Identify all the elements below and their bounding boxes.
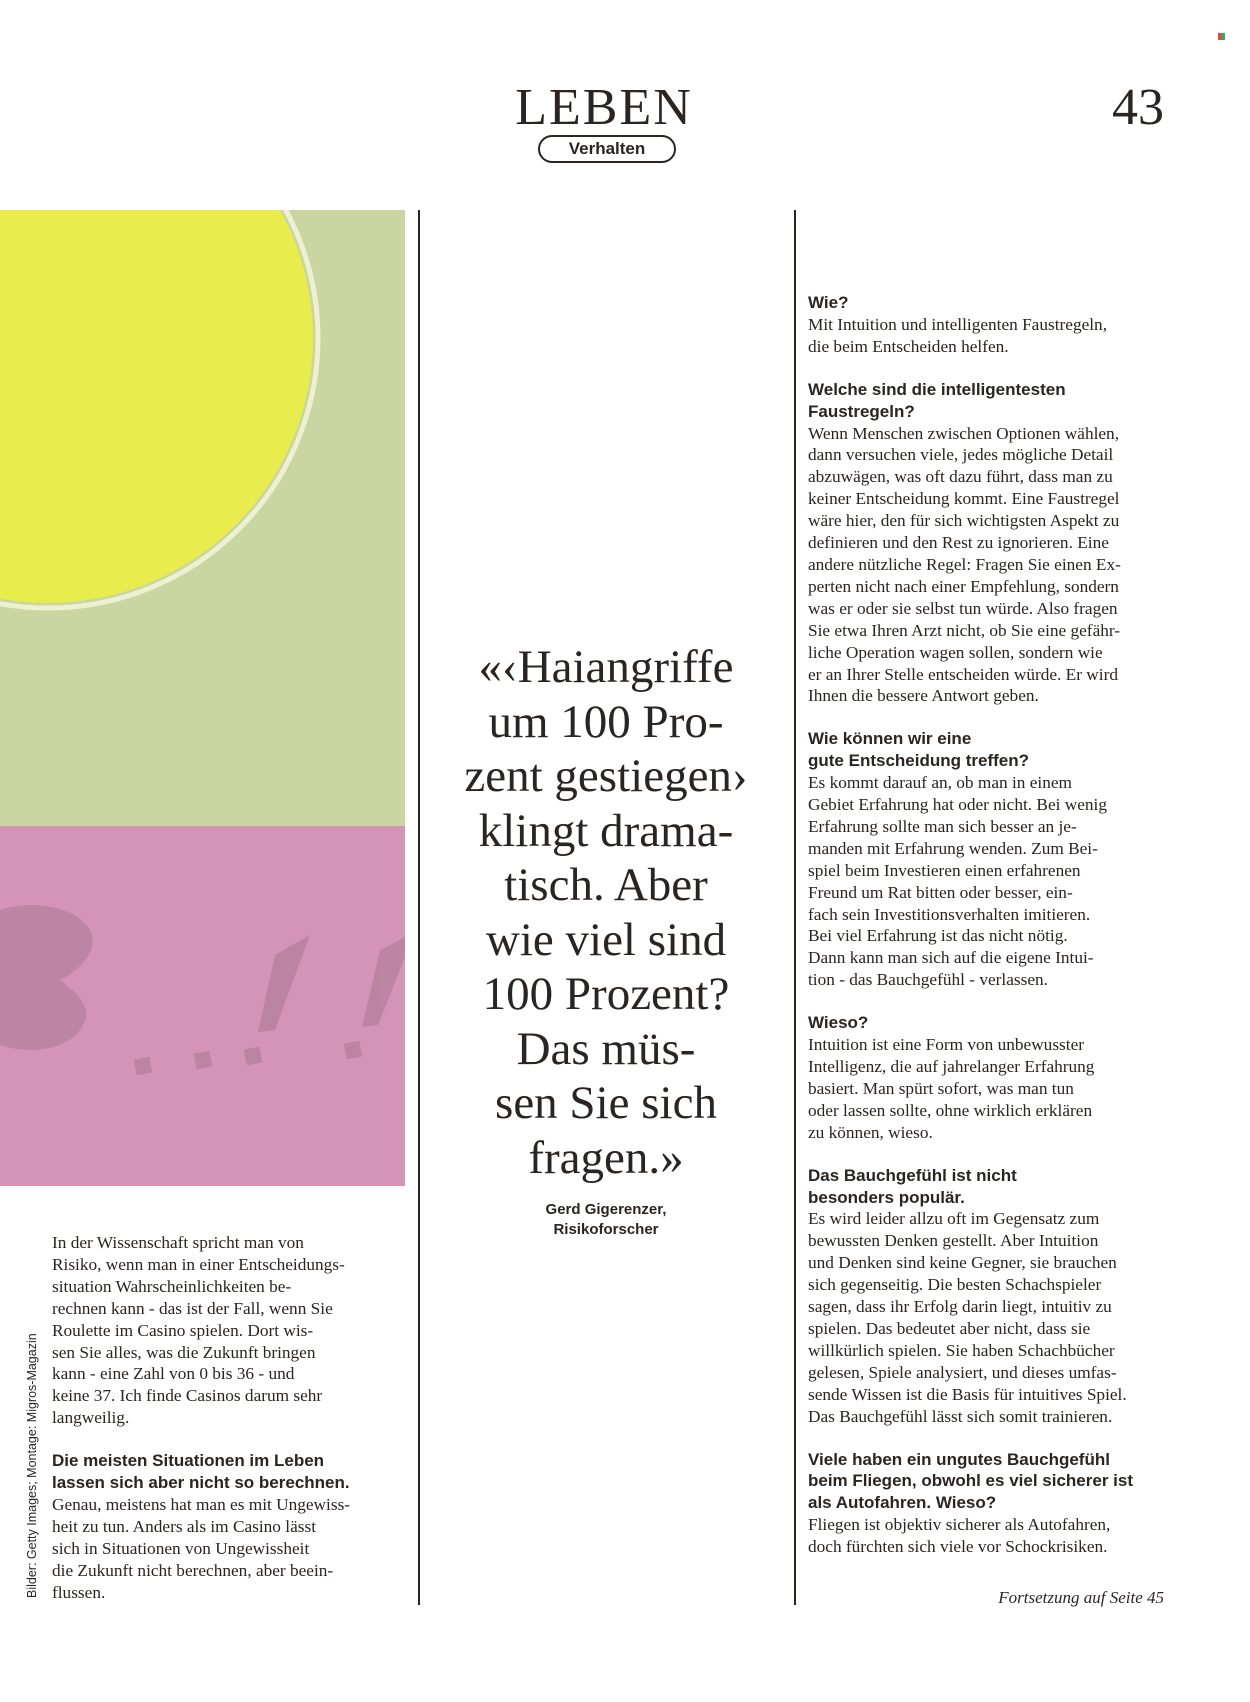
answer-line: er an Ihrer Stelle entscheiden würde. Er wird	[808, 664, 1118, 684]
intro-paragraph	[52, 1232, 402, 1429]
text-line: langweilig.	[52, 1408, 130, 1428]
pull-quote-line: wie viel sind	[485, 913, 727, 966]
column-rule-left	[418, 210, 420, 1605]
answer-line: Es wird leider allzu oft im Gegensatz zum	[808, 1209, 1100, 1229]
answer-line: spielen. Das bedeutet aber nicht, dass sie	[808, 1318, 1091, 1338]
answer-line: und Denken sind keine Gegner, sie brauchen	[808, 1253, 1117, 1273]
pull-quote-line: fragen.»	[528, 1131, 684, 1184]
answer-line: sagen, dass ihr Erfolg darin liegt, intuitiv zu	[808, 1297, 1112, 1317]
question-line: besonders populär.	[808, 1187, 965, 1207]
answer-line: willkürlich spielen. Sie haben Schachbücher	[808, 1340, 1115, 1360]
answer-line: gelesen, Spiele analysiert, und dieses umfas-	[808, 1362, 1117, 1382]
text-line: Roulette im Casino spielen. Dort wis-	[52, 1320, 314, 1340]
qa-block	[52, 1450, 402, 1603]
answer-line: definieren und den Rest zu ignorieren. Eine	[808, 533, 1109, 553]
answer-line: sende Wissen ist die Basis für intuitives Spiel.	[808, 1384, 1127, 1404]
qa-block	[808, 292, 1170, 358]
answer-line: doch fürchten sich viele vor Schockrisiken.	[808, 1537, 1108, 1557]
qa-block	[808, 379, 1170, 708]
question-line: Viele haben ein ungutes Bauchgefühl	[808, 1449, 1110, 1469]
answer-line: flussen.	[52, 1582, 106, 1602]
pull-quote-line: tisch. Aber	[504, 859, 708, 911]
answer-line: basiert. Man spürt sofort, was man tun	[808, 1078, 1074, 1098]
pull-quote-line: 100 Prozent?	[482, 968, 730, 1020]
question-line: Wie?	[808, 293, 849, 312]
qa-block	[808, 1165, 1170, 1428]
illustration-image	[0, 210, 405, 1186]
text-line: In der Wissenschaft spricht man von	[52, 1233, 304, 1252]
page-number: 43	[1112, 79, 1164, 136]
right-column	[808, 292, 1170, 1558]
left-column	[52, 1232, 402, 1604]
answer-line: was er oder sie selbst tun würde. Also fragen	[808, 598, 1118, 618]
answer-line: fach sein Investitionsverhalten imitieren.	[808, 904, 1091, 924]
qa-block	[808, 728, 1170, 991]
question-line: Wie können wir eine	[808, 729, 972, 749]
section-title: LEBEN	[515, 79, 693, 136]
answer-line: manden mit Erfahrung wenden. Zum Bei-	[808, 838, 1098, 858]
question-line: lassen sich aber nicht so berechnen.	[52, 1473, 350, 1493]
text-line: kann - eine Zahl von 0 bis 36 - und	[52, 1364, 295, 1384]
subsection-tag[interactable]: Verhalten	[538, 135, 676, 163]
pull-quote-line: um 100 Pro-	[488, 695, 724, 748]
question-line: beim Fliegen, obwohl es viel sicherer ist	[808, 1471, 1133, 1491]
question-line: Faustregeln?	[808, 401, 915, 421]
pull-quote	[436, 640, 776, 1185]
answer-line: die beim Entscheiden helfen.	[808, 336, 1009, 356]
quote-author-role: Risikoforscher	[553, 1221, 659, 1238]
pull-quote-line: sen Sie sich	[495, 1077, 717, 1129]
qa-block	[808, 1012, 1170, 1143]
answer-line: wäre hier, den für sich wichtigsten Aspekt zu	[808, 511, 1120, 531]
pull-quote-line: zent gestiegen›	[464, 750, 748, 802]
pull-quote-line: Das müs-	[516, 1022, 696, 1075]
text-line: rechnen kann - das ist der Fall, wenn Sie	[52, 1298, 333, 1318]
answer-line: Wenn Menschen zwischen Optionen wählen,	[808, 423, 1120, 443]
qa-block	[808, 1449, 1170, 1559]
question-line: Wieso?	[808, 1013, 869, 1033]
answer-line: keiner Entscheidung kommt. Eine Faustregel	[808, 489, 1120, 509]
continued-note[interactable]: Fortsetzung auf Seite 45	[998, 1588, 1164, 1607]
answer-line: Sie etwa Ihren Arzt nicht, ob Sie eine gefähr-	[808, 620, 1121, 640]
column-rule-right	[794, 210, 796, 1605]
answer-line: Intelligenz, die auf jahrelanger Erfahrung	[808, 1057, 1095, 1076]
quote-author-name: Gerd Gigerenzer,	[545, 1201, 667, 1218]
answer-line: dann versuchen viele, jedes mögliche Detail	[808, 445, 1114, 465]
answer-line: sich in Situationen von Ungewissheit	[52, 1538, 310, 1558]
question-line: gute Entscheidung treffen?	[808, 751, 1029, 771]
answer-line: bewussten Denken gestellt. Aber Intuition	[808, 1231, 1099, 1251]
answer-line: Dann kann man sich auf die eigene Intui-	[808, 948, 1094, 968]
answer-line: Intuition ist eine Form von unbewusster	[808, 1035, 1084, 1055]
answer-line: Fliegen ist objektiv sicherer als Autofahren,	[808, 1515, 1111, 1535]
answer-line: liche Operation wagen sollen, sondern wie	[808, 642, 1103, 662]
answer-line: perten nicht nach einer Empfehlung, sondern	[808, 576, 1119, 596]
answer-line: oder lassen sollte, ohne wirklich erklären	[808, 1100, 1093, 1120]
answer-line: heit zu tun. Anders als im Casino lässt	[52, 1516, 316, 1536]
text-line: Risiko, wenn man in einer Entscheidungs-	[52, 1254, 345, 1274]
text-line: sen Sie alles, was die Zukunft bringen	[52, 1342, 316, 1362]
answer-line: Mit Intuition und intelligenten Faustregeln,	[808, 314, 1108, 334]
answer-line: abzuwägen, was oft dazu führt, dass man zu	[808, 467, 1113, 487]
answer-line: Das Bauchgefühl lässt sich somit trainieren.	[808, 1406, 1113, 1426]
image-credit: Bilder: Getty Images; Montage: Migros-Magazin	[25, 1333, 39, 1598]
pull-quote-line: «‹Haiangriffe	[478, 641, 734, 693]
text-line: situation Wahrscheinlichkeiten be-	[52, 1276, 292, 1296]
answer-line: Es kommt darauf an, ob man in einem	[808, 773, 1072, 793]
question-line: Das Bauchgefühl ist nicht	[808, 1165, 1017, 1185]
answer-line: Gebiet Erfahrung hat oder nicht. Bei wenig	[808, 795, 1107, 815]
answer-line: die Zukunft nicht berechnen, aber beein-	[52, 1560, 334, 1580]
answer-line: Bei viel Erfahrung ist das nicht nötig.	[808, 926, 1068, 946]
question-line: Die meisten Situationen im Leben	[52, 1451, 325, 1471]
question-line: als Autofahren. Wieso?	[808, 1493, 997, 1513]
answer-line: andere nützliche Regel: Fragen Sie einen Ex-	[808, 554, 1121, 574]
answer-line: spiel beim Investieren einen erfahrenen	[808, 860, 1081, 880]
answer-line: Freund um Rat bitten oder besser, ein-	[808, 882, 1073, 902]
answer-line: Erfahrung sollte man sich besser an je-	[808, 816, 1077, 836]
answer-line: tion - das Bauchgefühl - verlassen.	[808, 970, 1048, 990]
answer-line: Ihnen die bessere Antwort geben.	[808, 686, 1039, 706]
answer-line: Genau, meistens hat man es mit Ungewiss-	[52, 1494, 351, 1514]
answer-line: zu können, wieso.	[808, 1122, 933, 1142]
text-line: keine 37. Ich finde Casinos darum sehr	[52, 1386, 323, 1406]
question-line: Welche sind die intelligentesten	[808, 379, 1066, 399]
answer-line: sich gegenseitig. Die besten Schachspieler	[808, 1275, 1102, 1295]
print-color-mark	[1218, 33, 1225, 40]
quote-attribution	[436, 1200, 776, 1240]
pull-quote-line: klingt drama-	[478, 804, 734, 857]
